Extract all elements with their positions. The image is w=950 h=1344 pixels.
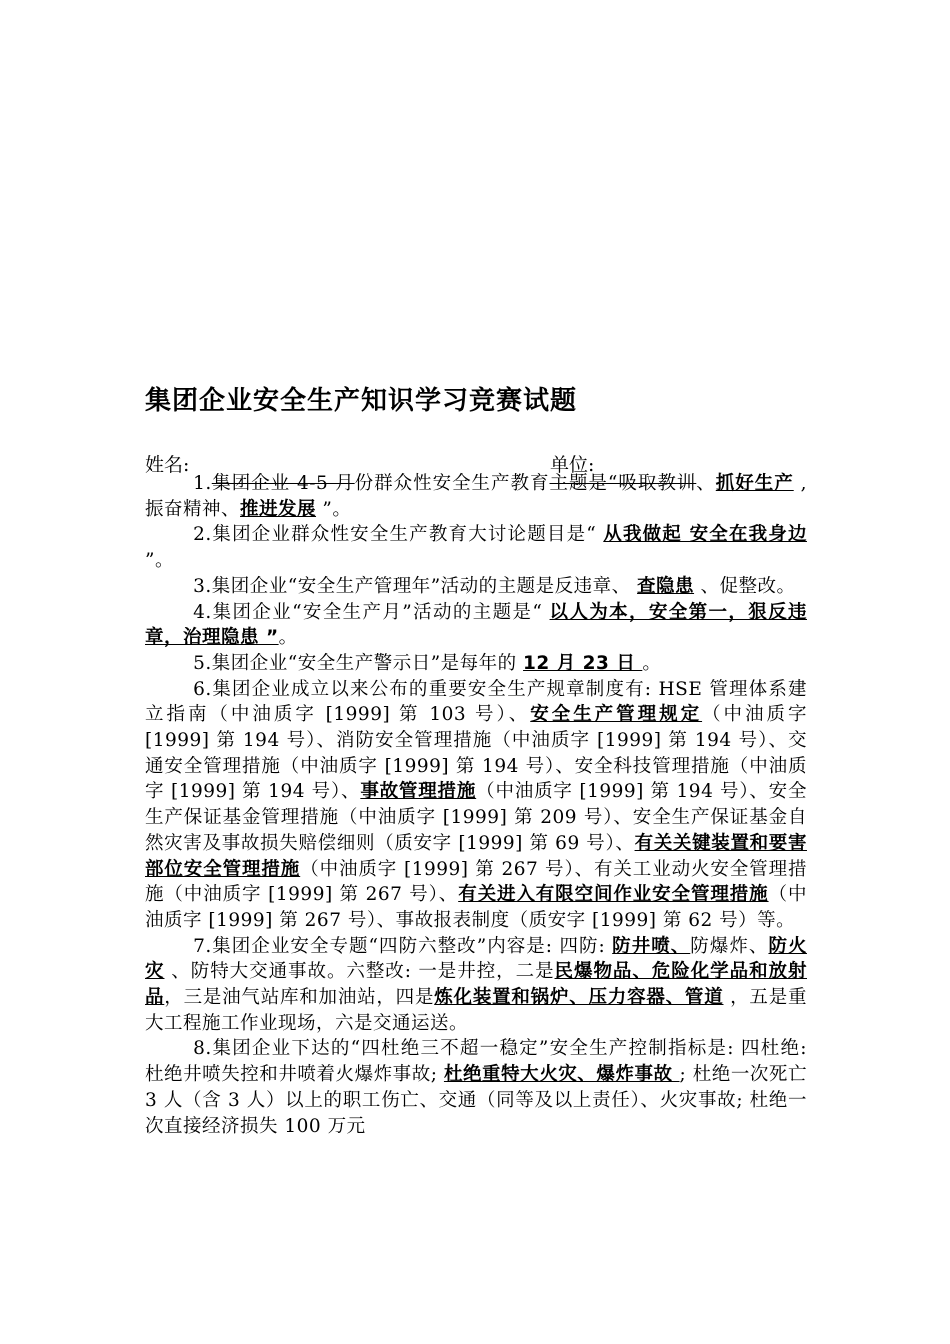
q1-answer-2: 推进发展 bbox=[240, 498, 317, 520]
q2-answer: 从我做起 安全在我身边 bbox=[603, 524, 807, 546]
q7-text-5: ，五是重大工程施工作业现场，六是交通运送。 bbox=[145, 987, 807, 1034]
q6-text-3: （中油质字 [1999] 第 194 号）、安全生产保证基金管理措施（中油质字 [1999] 第 209 号）、安全生产保证基金自然灾害及事故损失赔偿细则（质安字 [1999] 第 69 号）、 bbox=[145, 781, 807, 854]
unit-field-label: 单位: bbox=[550, 454, 595, 476]
question-2 bbox=[145, 522, 807, 573]
question-5 bbox=[145, 651, 807, 677]
q1-text-3: ,振奋精神、 bbox=[145, 473, 807, 520]
q6-answer-2: 事故管理措施 bbox=[360, 781, 477, 803]
q1-text-4: ”。 bbox=[316, 498, 352, 520]
q4-text-2: 。 bbox=[278, 627, 298, 649]
q6-answer-3: 有关关键装置和要害部位安全管理措施 bbox=[145, 832, 807, 880]
q5-answer: 12 月 23 日 bbox=[523, 652, 643, 674]
q1-answer-1: 抓好生产 bbox=[715, 473, 794, 494]
q8-text-2: ; 杜绝一次死亡 3 人（含 3 人）以上的职工伤亡、交通（同等及以上责任）、火灾事故; 杜绝一次直接经济损失 100 万元 bbox=[145, 1064, 807, 1137]
q3-text-2: 、促整改。 bbox=[694, 575, 796, 597]
q6-answer-4: 有关进入有限空间作业安全管理措施 bbox=[458, 884, 769, 906]
q6-text-4: （中油质字 [1999] 第 267 号）、有关工业动火安全管理措施（中油质字 [1999] 第 267 号）、 bbox=[145, 858, 807, 906]
q8-text: 8.集团企业下达的“四杜绝三不超一稳定”安全生产控制指标是: 四杜绝: 杜绝井喷失控和井喷着火爆炸事故; bbox=[145, 1038, 807, 1086]
q7-text-3: 、防特大交通事故。六整改: 一是井控，二是 bbox=[164, 961, 555, 983]
question-3 bbox=[145, 574, 807, 600]
q3-answer: 查隐患 bbox=[637, 575, 695, 597]
question-1 bbox=[145, 471, 807, 522]
question-8 bbox=[145, 1036, 807, 1139]
q1-number: 1. bbox=[193, 473, 212, 494]
question-4 bbox=[145, 600, 807, 651]
q1-struck-text-2: 主题是“吸取教训 bbox=[549, 473, 697, 494]
q6-text-2: （中油质字 [1999] 第 194 号）、消防安全管理措施（中油质字 [1999] 第 194 号）、交通安全管理措施（中油质字 [1999] 第 194 号）、安全科技管理措施（中油质字 [1999] 第 194 号）、 bbox=[145, 704, 807, 803]
q1-text-2: 、 bbox=[696, 473, 716, 494]
q7-text-2: 防爆炸、 bbox=[690, 935, 769, 957]
q5-text: 5.集团企业“安全生产警示日”是每年的 bbox=[193, 652, 524, 674]
q2-text: 2.集团企业群众性安全生产教育大讨论题目是“ bbox=[193, 524, 604, 546]
q6-answer-1: 安全生产管理规定 bbox=[530, 704, 703, 726]
q6-text-5: （中油质字 [1999] 第 267 号）、事故报表制度（质安字 [1999] 第 62 号）等。 bbox=[145, 884, 807, 931]
q7-text: 7.集团企业安全专题“四防六整改”内容是: 四防: bbox=[193, 935, 613, 957]
q4-answer: 以人为本，安全第一，狠反违章，治理隐患 ” bbox=[145, 601, 807, 649]
q7-answer-2: 防火灾 bbox=[145, 935, 807, 983]
q5-text-2: 。 bbox=[642, 652, 662, 674]
q2-text-2: ”。 bbox=[145, 550, 174, 572]
question-6 bbox=[145, 677, 807, 934]
q7-answer-3: 民爆物品、危险化学品和放射品 bbox=[145, 961, 807, 1009]
q3-text: 3.集团企业“安全生产管理年”活动的主题是反违章、 bbox=[193, 575, 638, 597]
q6-text: 6.集团企业成立以来公布的重要安全生产规章制度有: HSE 管理体系建立指南（中油质字 [1999] 第 103 号）、 bbox=[145, 678, 807, 726]
q4-text: 4.集团企业“安全生产月”活动的主题是“ bbox=[193, 601, 550, 623]
q7-answer-4: 炼化装置和锅炉、压力容器、管道 bbox=[434, 987, 724, 1009]
name-field-label: 姓名: bbox=[145, 454, 190, 476]
question-7 bbox=[145, 934, 807, 1037]
q1-struck-text: 集团企业 4-5 月 bbox=[211, 473, 355, 494]
q1-text: 份群众性安全生产教育 bbox=[354, 473, 550, 494]
page-title: 集团企业安全生产知识学习竞赛试题 bbox=[145, 386, 578, 416]
q8-answer-1: 杜绝重特大火灾、爆炸事故 bbox=[443, 1064, 680, 1086]
q7-text-4: ，三是油气站库和加油站，四是 bbox=[164, 987, 435, 1009]
q7-answer-1: 防井喷、 bbox=[612, 935, 691, 957]
question-list bbox=[145, 471, 807, 1139]
